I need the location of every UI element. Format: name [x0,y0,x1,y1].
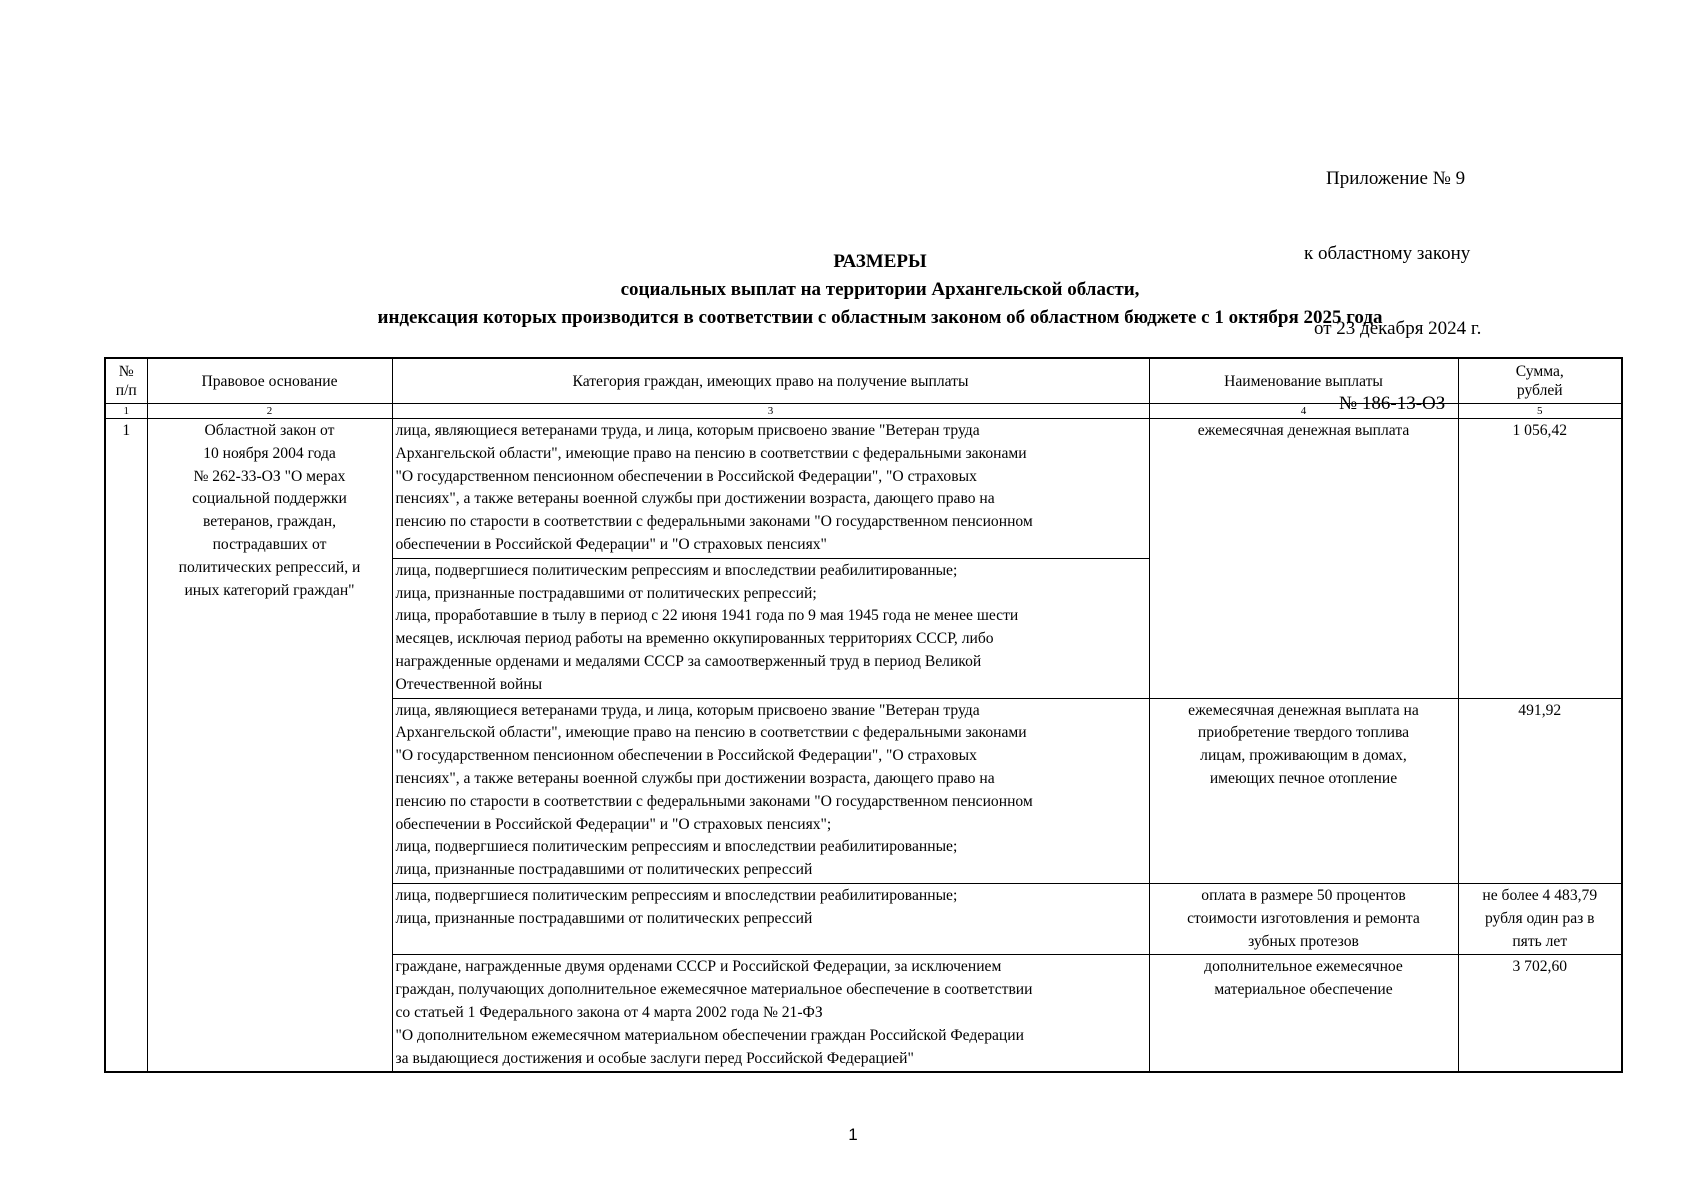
sum-cell: не более 4 483,79 рубля один раз в пять лет [1458,883,1622,954]
document-title [0,248,1697,332]
category-cell: лица, подвергшиеся политическим репрессиям и впоследствии реабилитированные; лица, признанные пострадавшими от политических репрессий [392,883,1149,954]
payment-name-cell: оплата в размере 50 процентов стоимости изготовления и ремонта зубных протезов [1149,883,1458,954]
column-number: 1 [105,404,147,419]
title-line: индексация которых производится в соответствии с областным законом об областном бюджете с 1 октября 2025 года [377,307,1383,328]
column-number: 3 [392,404,1149,419]
appendix-line: от 23 декабря 2024 г. [1314,318,1482,339]
category-cell: лица, подвергшиеся политическим репрессиям и впоследствии реабилитированные; лица, признанные пострадавшими от политических репрессий; лица, проработавшие в тылу в период с 22 июня 1941 года по 9 мая 1945 года не менее шести месяцев, исключая период работы на временно оккупированных территориях СССР, либо награжденные орденами и медалями СССР за самоотверженный труд в период Великой Отечественной войны [392,558,1149,698]
category-cell: лица, являющиеся ветеранами труда, и лица, которым присвоено звание "Ветеран труда Архангельской области", имеющие право на пенсию в соответствии с федеральными законами "О государственном пенсионном обеспечении в Российской Федерации", "О страховых пенсиях", а также ветераны военной службы при достижении возраста, дающего право на пенсию по старости в соответствии с федеральными законами "О государственном пенсионном обеспечении в Российской Федерации" и "О страховых пенсиях" [392,419,1149,559]
header-payment: Наименование выплаты [1149,358,1458,404]
appendix-line: № 186-13-ОЗ [1339,393,1446,414]
header-category: Категория граждан, имеющих право на получение выплаты [392,358,1149,404]
payment-name-cell: ежемесячная денежная выплата на приобретение твердого топлива лицам, проживающим в домах, имеющих печное отопление [1149,698,1458,883]
sum-cell: 3 702,60 [1458,955,1622,1072]
page-number: 1 [848,1125,858,1144]
sum-cell: 1 056,42 [1458,419,1622,699]
row-number: 1 [105,419,147,1073]
title-line: социальных выплат на территории Архангельской области, [620,279,1140,300]
table-row [105,419,1622,559]
category-cell: лица, являющиеся ветеранами труда, и лица, которым присвоено звание "Ветеран труда Архангельской области", имеющие право на пенсию в соответствии с федеральными законами "О государственном пенсионном обеспечении в Российской Федерации", "О страховых пенсиях", а также ветераны военной службы при достижении возраста, дающего право на пенсию по старости в соответствии с федеральными законами "О государственном пенсионном обеспечении в Российской Федерации" и "О страховых пенсиях"; лица, подвергшиеся политическим репрессиям и впоследствии реабилитированные; лица, признанные пострадавшими от политических репрессий [392,698,1149,883]
payment-name-cell: дополнительное ежемесячное материальное обеспечение [1149,955,1458,1072]
payment-name-cell: ежемесячная денежная выплата [1149,419,1458,699]
column-number: 2 [147,404,392,419]
appendix-line: Приложение № 9 [1326,168,1466,189]
column-number: 5 [1458,404,1622,419]
legal-basis-cell: Областной закон от 10 ноября 2004 года № 262-33-ОЗ "О мерах социальной поддержки ветеранов, граждан, пострадавших от политических репрессий, и иных категорий граждан" [147,419,392,1073]
sum-cell: 491,92 [1458,698,1622,883]
category-cell: граждане, награжденные двумя орденами СССР и Российской Федерации, за исключением граждан, получающих дополнительное ежемесячное материальное обеспечение в соответствии со статьей 1 Федерального закона от 4 марта 2002 года № 21-ФЗ "О дополнительном ежемесячном материальном обеспечении граждан Российской Федерации за выдающиеся достижения и особые заслуги перед Российской Федерацией" [392,955,1149,1072]
appendix-line: к областному закону [1304,243,1471,264]
header-basis: Правовое основание [147,358,392,404]
column-number: 4 [1149,404,1458,419]
title-line: РАЗМЕРЫ [833,251,927,272]
column-numbers-row [105,404,1622,419]
header-sum: Сумма, рублей [1458,358,1622,404]
payments-table [104,357,1623,1073]
table-header-row [105,358,1622,404]
header-num: № п/п [105,358,147,404]
